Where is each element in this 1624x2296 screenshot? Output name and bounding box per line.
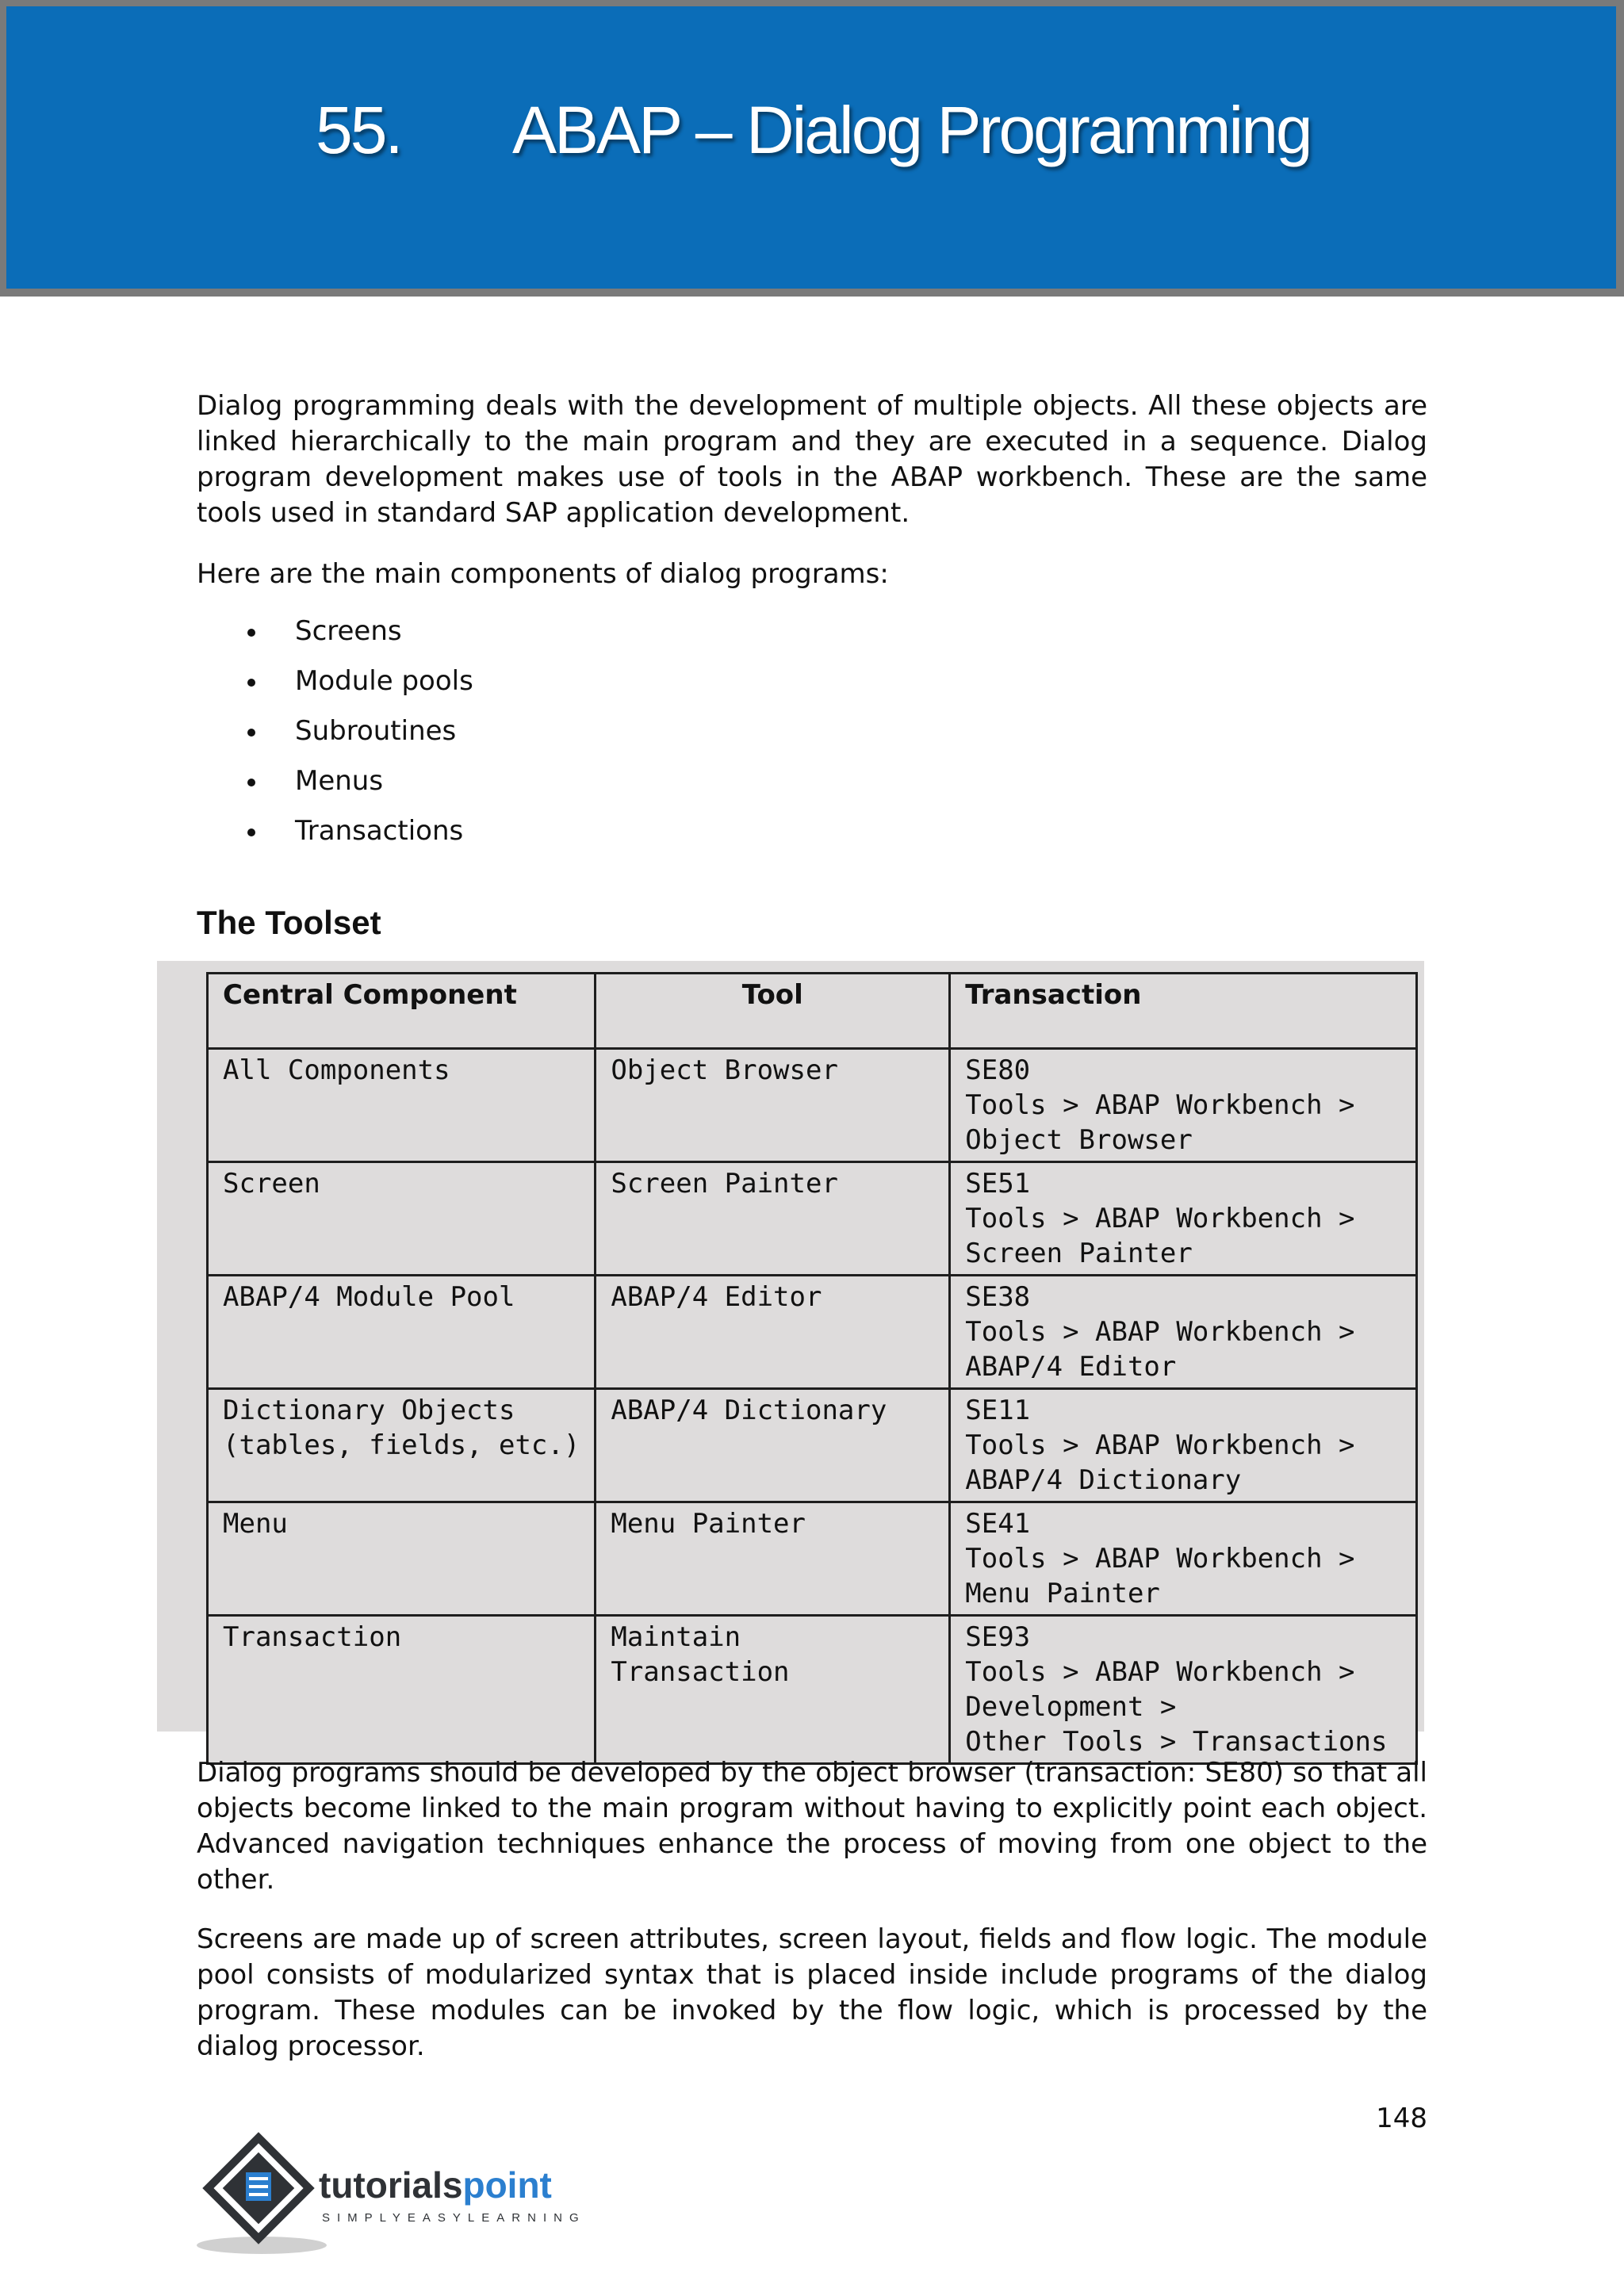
table-row [208,1502,1417,1616]
cell-line: Tools > ABAP Workbench > [965,1543,1355,1575]
cell-central-component [208,1049,596,1162]
cell-line: Screen [223,1168,320,1200]
cell-transaction [950,1162,1417,1276]
cell-tool: ABAP/4 Dictionary [596,1389,950,1502]
body-paragraph-1: Dialog programs should be developed by the object browser (transaction: SE80) so that all objects become linked to the main program without having to explicitly point each object. Advanced navigation techniques enhance the process of moving from one object to the other. [197,1757,1427,1896]
cell-central-component [208,1389,596,1502]
cell-line: Tools > ABAP Workbench > [965,1316,1355,1348]
cell-line: Screen Painter [965,1238,1193,1269]
toolset-table [206,972,1418,1765]
body-paragraph-1-wrap [197,1755,1427,1898]
chapter-banner-fill [6,6,1616,289]
cell-line: SE41 [965,1508,1031,1540]
cell-line: Development > [965,1691,1177,1723]
cell-line: SE80 [965,1054,1031,1086]
component-list-item [197,813,1427,863]
components-list-wrap [197,614,1427,863]
logo-wordmark: tutorialspoint [319,2164,552,2206]
cell-line: All Components [223,1054,450,1086]
cell-transaction [950,1049,1417,1162]
cell-line: SE51 [965,1168,1031,1200]
logo-tagline: SIMPLYEASYLEARNING [322,2211,586,2225]
cell-line: SE93 [965,1621,1031,1653]
cell-tool: ABAP/4 Editor [596,1276,950,1389]
cell-transaction [950,1389,1417,1502]
table-row [208,1162,1417,1276]
toolset-table-frame [157,961,1424,1758]
toolset-heading-wrap [197,904,1427,942]
chapter-number: 55. [316,93,401,167]
cell-line: SE38 [965,1281,1031,1313]
components-intro: Here are the main components of dialog programs: [197,558,889,590]
cell-line: SE11 [965,1395,1031,1426]
cell-line: Tools > ABAP Workbench > [965,1089,1355,1121]
cell-line: ABAP/4 Editor [965,1351,1177,1383]
cell-central-component [208,1502,596,1616]
cell-line: ABAP/4 Module Pool [223,1281,515,1313]
cell-line: Transaction [223,1621,402,1653]
bullet-icon [247,779,255,786]
cell-line: Tools > ABAP Workbench > [965,1429,1355,1461]
bullet-icon [247,729,255,737]
table-row [208,1389,1417,1502]
component-label: Screens [295,615,402,647]
cell-line: Menu [223,1508,288,1540]
chapter-title: ABAP – Dialog Programming [512,93,1311,167]
body-paragraph-2-wrap [197,1922,1427,2064]
cell-central-component [208,1162,596,1276]
page-number: 148 [1376,2103,1427,2134]
components-list [197,614,1427,863]
intro-section [197,388,1427,531]
cell-central-component [208,1616,596,1764]
cell-line: Tools > ABAP Workbench > [965,1656,1355,1688]
cell-transaction [950,1502,1417,1616]
cell-transaction [950,1616,1417,1764]
table-row [208,1049,1417,1162]
cell-central-component [208,1276,596,1389]
body-paragraph-2: Screens are made up of screen attributes, screen layout, fields and flow logic. The module pool consists of modularized syntax that is placed inside include programs of the dialog program. These modules can be invoked by the flow logic, which is processed by the dialog processor. [197,1923,1427,2062]
cell-line: Other Tools > Transactions [965,1726,1388,1758]
component-list-item [197,664,1427,714]
bullet-icon [247,679,255,687]
cell-tool: Object Browser [596,1049,950,1162]
component-label: Transactions [295,815,464,847]
component-list-item [197,714,1427,763]
cell-line: Menu Painter [965,1578,1160,1609]
table-row [208,1276,1417,1389]
component-label: Module pools [295,665,473,697]
toolset-heading: The Toolset [197,904,381,941]
table-header-row [208,974,1417,1049]
column-header-component: Central Component [208,974,596,1049]
column-header-tool: Tool [596,974,950,1049]
component-list-item [197,763,1427,813]
cell-transaction [950,1276,1417,1389]
component-list-item [197,614,1427,664]
cell-line: Dictionary Objects [223,1395,515,1426]
chapter-banner [0,0,1624,297]
column-header-transaction: Transaction [950,974,1417,1049]
component-label: Subroutines [295,715,457,747]
cell-tool: Maintain Transaction [596,1616,950,1764]
components-section [197,557,1427,592]
table-row [208,1616,1417,1764]
bullet-icon [247,828,255,836]
cell-line: ABAP/4 Dictionary [965,1464,1242,1496]
cell-tool: Screen Painter [596,1162,950,1276]
cell-tool: Menu Painter [596,1502,950,1616]
cell-line: Object Browser [965,1124,1193,1156]
cell-line: (tables, fields, etc.) [223,1429,580,1461]
cell-line: Tools > ABAP Workbench > [965,1203,1355,1234]
intro-paragraph: Dialog programming deals with the development of multiple objects. All these objects are linked hierarchically to the main program and they are executed in a sequence. Dialog program development makes use of tools in the ABAP workbench. These are the same tools used in standard SAP application development. [197,390,1427,529]
component-label: Menus [295,765,384,797]
tutorialspoint-logo [195,2131,623,2258]
bullet-icon [247,629,255,637]
